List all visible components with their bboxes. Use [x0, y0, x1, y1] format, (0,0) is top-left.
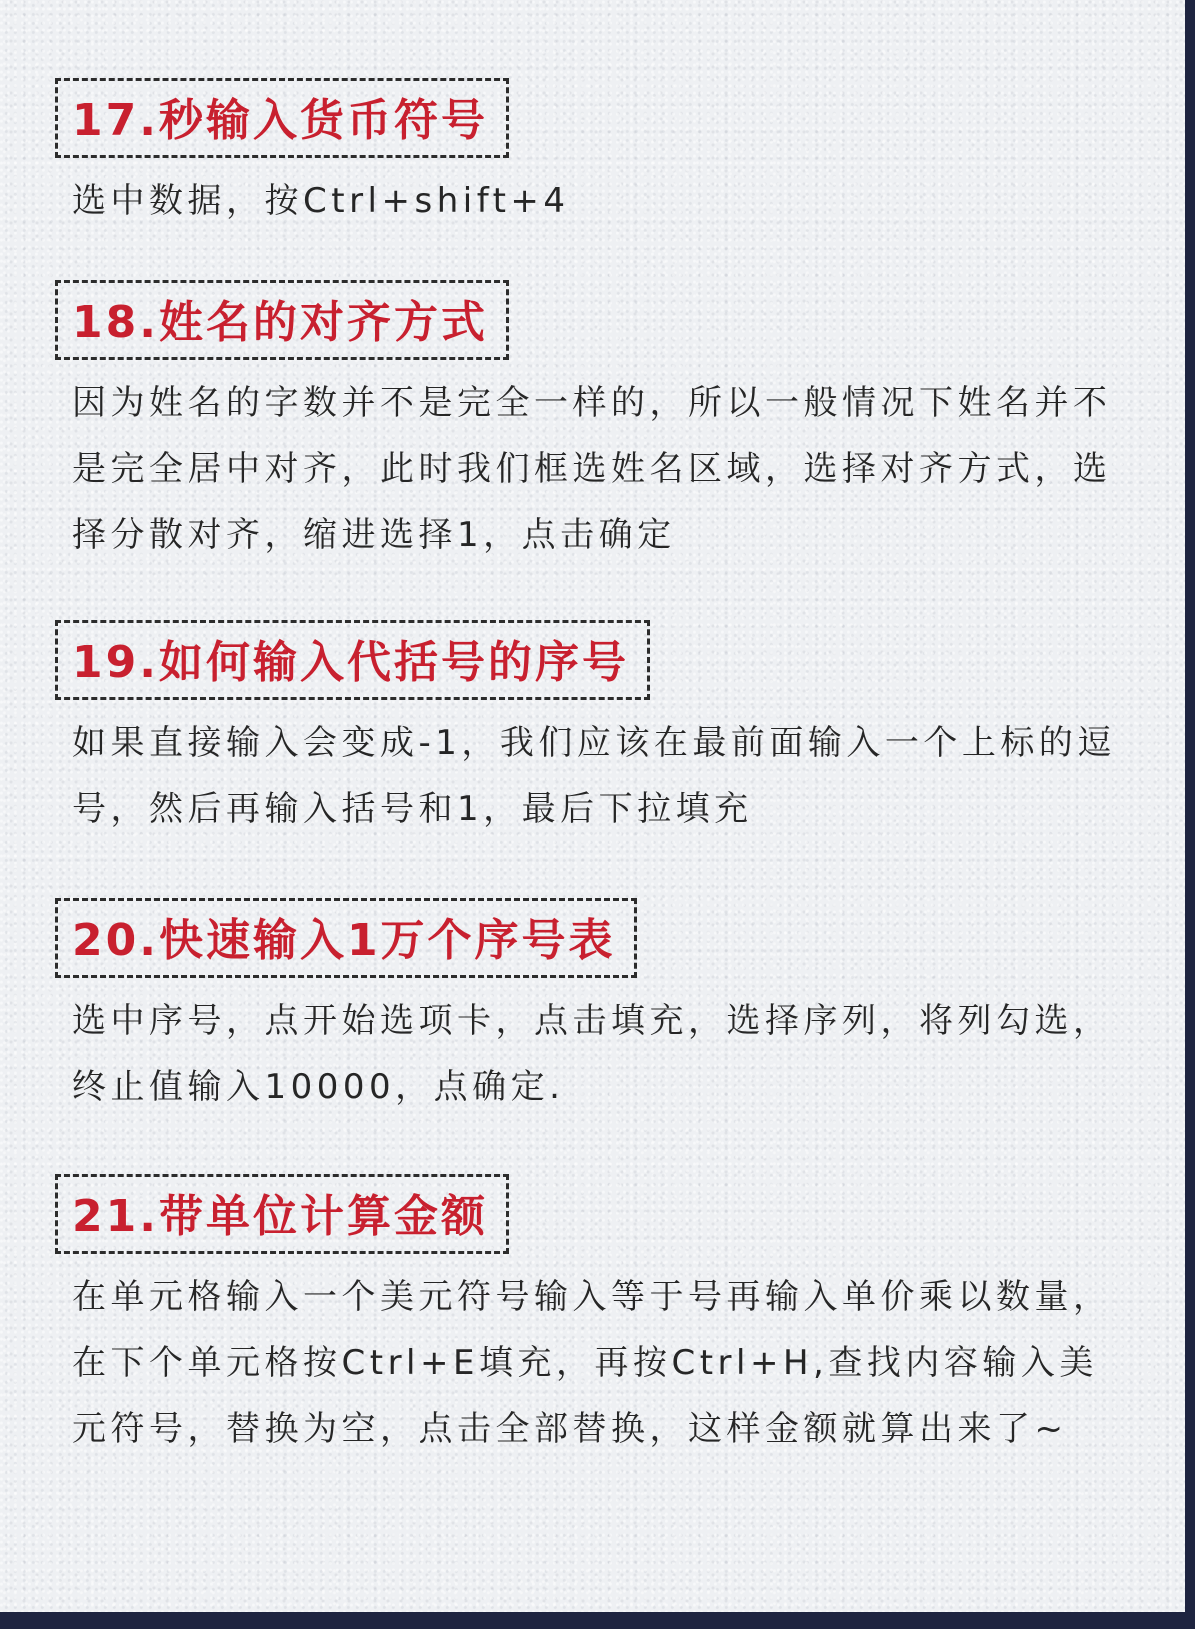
section-title-box [55, 78, 509, 158]
section-body: 选中数据，按Ctrl+shift+4 [72, 181, 570, 221]
section-title: 20.快速输入1万个序号表 [72, 915, 616, 966]
section-title-box [55, 620, 650, 700]
tip-19 [55, 620, 1132, 842]
section-title: 18.姓名的对齐方式 [72, 297, 488, 348]
section-title-box [55, 898, 637, 978]
section-body: 如果直接输入会变成-1，我们应该在最前面输入一个上标的逗号，然后再输入括号和1，最后下拉填充 [72, 723, 1116, 829]
section-title-box [55, 1174, 509, 1254]
section-body: 在单元格输入一个美元符号输入等于号再输入单价乘以数量，在下个单元格按Ctrl+E填充，再按Ctrl+H,查找内容输入美元符号，替换为空，点击全部替换，这样金额就算出来了~ [72, 1277, 1112, 1449]
section-title: 19.如何输入代括号的序号 [72, 637, 629, 688]
tip-20 [55, 898, 1132, 1120]
tip-21 [55, 1174, 1132, 1462]
section-title-box [55, 280, 509, 360]
tip-18 [55, 280, 1132, 568]
section-body: 因为姓名的字数并不是完全一样的，所以一般情况下姓名并不是完全居中对齐，此时我们框选姓名区域，选择对齐方式，选择分散对齐，缩进选择1，点击确定 [72, 383, 1112, 555]
tip-17 [55, 78, 1132, 234]
section-title: 17.秒输入货币符号 [72, 95, 488, 146]
section-body: 选中序号，点开始选项卡，点击填充，选择序列，将列勾选，终止值输入10000，点确定. [72, 1001, 1112, 1107]
section-title: 21.带单位计算金额 [72, 1191, 488, 1242]
